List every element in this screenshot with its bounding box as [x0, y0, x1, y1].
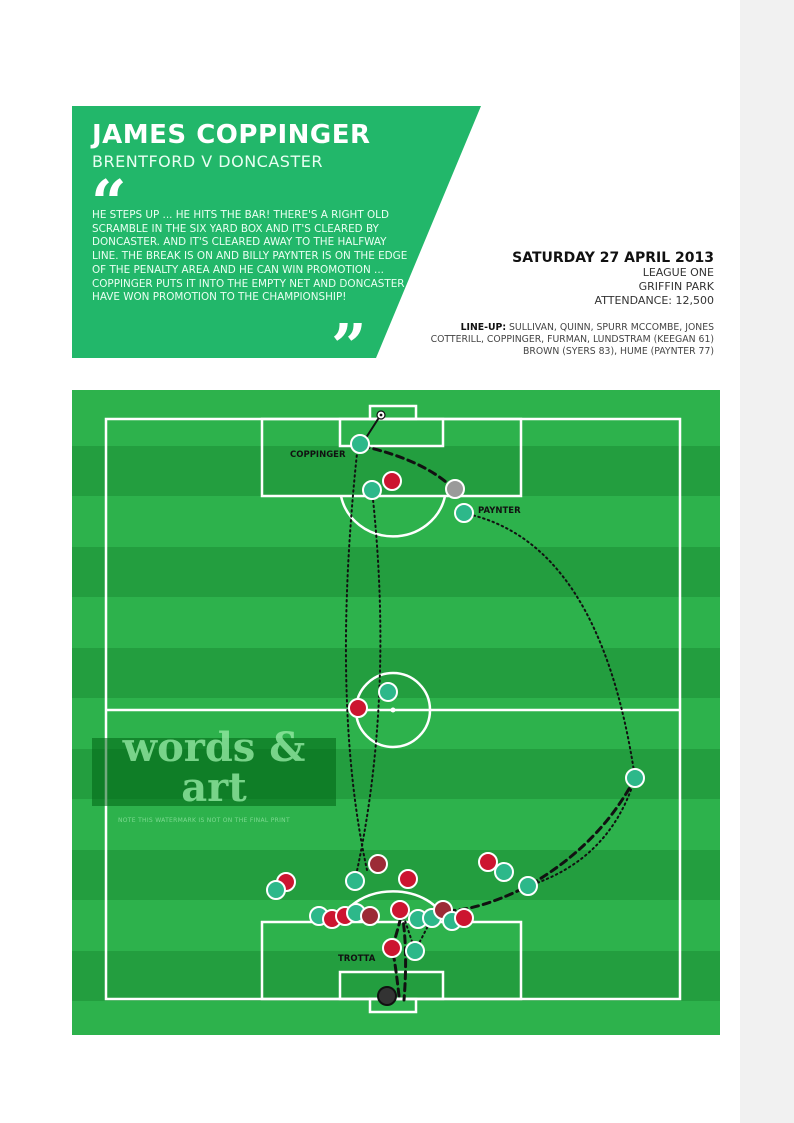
commentary-quote: HE STEPS UP ... HE HITS THE BAR! THERE'S A RIGHT OLD SCRAMBLE IN THE SIX YARD BOX AND IT'S CLEARED BY DONCASTER. AND IT'S CLEARED AWAY TO THE HALFWAY LINE. THE BREAK IS ON AND BILLY PAYNTER IS ON THE EDGE OF THE PENALTY AREA AND HE CAN WIN PROMOTION ... COPPINGER PUTS IT INTO THE EMPTY NET AND DONCASTER HAVE WON PROMOTION TO THE CHAMPIONSHIP!	[92, 209, 408, 304]
lineup-names-1: SULLIVAN, QUINN, SPURR MCCOMBE, JONES	[509, 322, 714, 333]
player-grey	[446, 480, 464, 498]
paynter-label: PAYNTER	[478, 506, 521, 516]
player-away	[267, 881, 285, 899]
lineup-line-3: BROWN (SYERS 83), HUME (PAYNTER 77)	[522, 346, 714, 357]
competition: LEAGUE ONE	[642, 266, 714, 279]
player-home	[391, 901, 409, 919]
coppinger-label: COPPINGER	[290, 450, 346, 460]
watermark-note: NOTE THIS WATERMARK IS NOT ON THE FINAL PRINT	[118, 817, 290, 824]
player-away	[379, 683, 397, 701]
close-quote-icon: ”	[331, 310, 367, 383]
player-home	[383, 472, 401, 490]
player-home	[479, 853, 497, 871]
player-away	[626, 769, 644, 787]
coppinger-marker	[351, 435, 369, 453]
venue: GRIFFIN PARK	[638, 280, 714, 293]
fixture-title: BRENTFORD V DONCASTER	[92, 152, 323, 171]
open-quote-icon: “	[91, 166, 127, 239]
player-away	[363, 481, 381, 499]
ball-icon	[377, 411, 385, 419]
goalkeeper-marker	[378, 987, 396, 1005]
player-name: JAMES COPPINGER	[92, 120, 371, 150]
trotta-label: TROTTA	[338, 954, 376, 964]
lineup-label: LINE-UP:	[460, 322, 507, 333]
lineup-line-2: COTTERILL, COPPINGER, FURMAN, LUNDSTRAM (KEEGAN 61)	[430, 334, 714, 345]
watermark-title: words & art	[122, 724, 306, 811]
attendance: ATTENDANCE: 12,500	[594, 294, 714, 307]
player-home	[349, 699, 367, 717]
paynter-marker	[455, 504, 473, 522]
player-home	[399, 870, 417, 888]
player-away	[495, 863, 513, 881]
player-home-dark	[361, 907, 379, 925]
trotta-marker	[383, 939, 401, 957]
centre-spot	[391, 708, 396, 713]
player-home-dark	[369, 855, 387, 873]
player-away	[519, 877, 537, 895]
player-away	[406, 942, 424, 960]
player-home	[455, 909, 473, 927]
player-away	[346, 872, 364, 890]
match-date: SATURDAY 27 APRIL 2013	[512, 250, 714, 266]
